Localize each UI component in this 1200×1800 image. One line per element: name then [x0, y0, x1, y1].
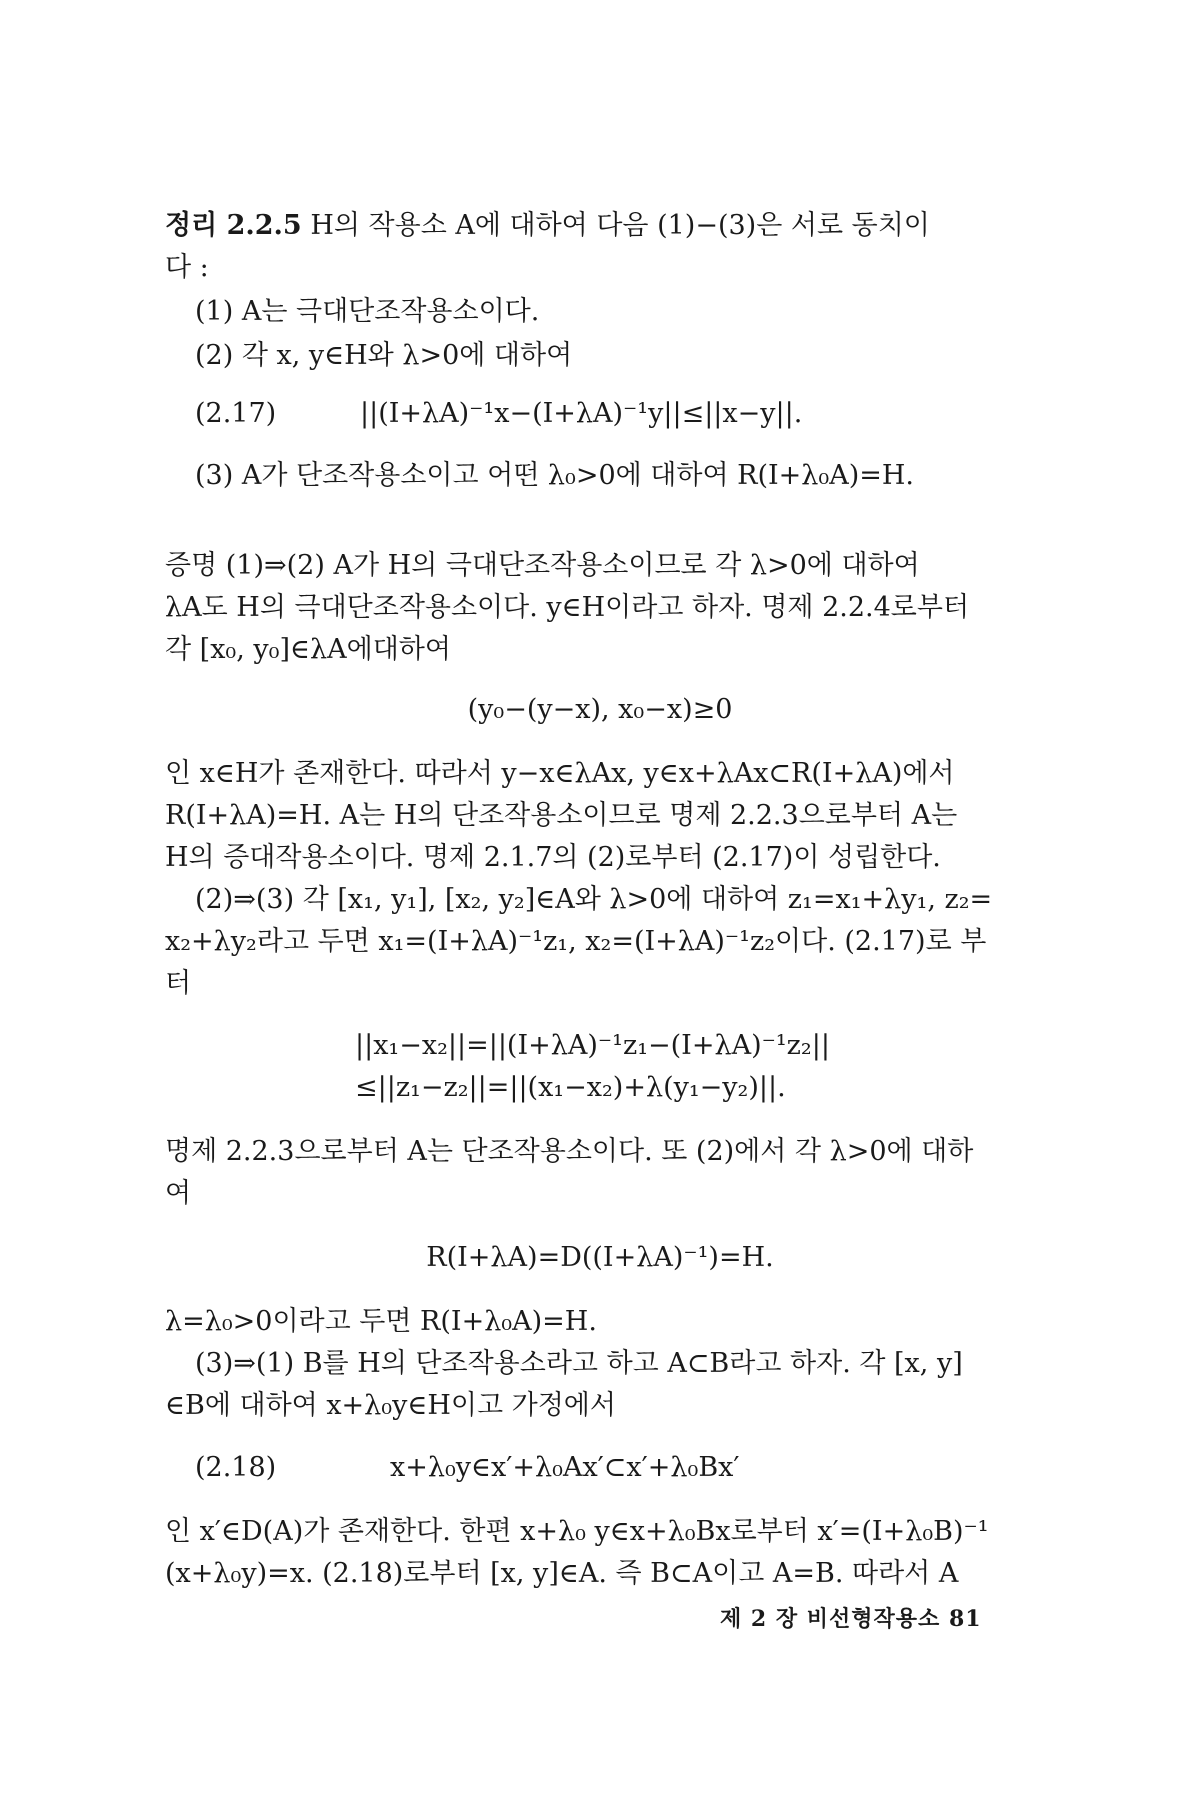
theorem-item-1: (1) A는 극대단조작용소이다. — [195, 296, 540, 327]
theorem-item-2: (2) 각 x, y∈H와 λ>0에 대하여 — [195, 340, 573, 371]
proof-line-5: R(I+λA)=H. A는 H의 단조작용소이므로 명제 2.2.3으로부터 A는 — [165, 800, 958, 831]
proof-line-10: 명제 2.2.3으로부터 A는 단조작용소이다. 또 (2)에서 각 λ>0에 대하 — [165, 1136, 974, 1167]
proof-line-16: (x+λ₀y)=x. (2.18)로부터 [x, y]∈A. 즉 B⊂A이고 A=B. 따라서 A — [165, 1558, 959, 1589]
proof-line-12: λ=λ₀>0이라고 두면 R(I+λ₀A)=H. — [165, 1306, 597, 1337]
proof-line-13: (3)⇒(1) B를 H의 단조작용소라고 하고 A⊂B라고 하자. 각 [x, y] — [195, 1348, 963, 1379]
proof-line-14: ∈B에 대하여 x+λ₀y∈H이고 가정에서 — [165, 1390, 616, 1421]
proof-equation-1: (y₀−(y−x), x₀−x)≥0 — [467, 694, 733, 725]
page-footer: 제 2 장 비선형작용소 81 — [720, 1606, 982, 1632]
proof-line-9: 터 — [165, 968, 192, 999]
proof-equation-3: R(I+λA)=D((I+λA)⁻¹)=H. — [426, 1242, 774, 1273]
equation-number-2-18: (2.18) — [195, 1452, 277, 1483]
theorem-line-2: 다 : — [165, 252, 209, 283]
proof-line-1: 증명 (1)⇒(2) A가 H의 극대단조작용소이므로 각 λ>0에 대하여 — [165, 550, 920, 581]
proof-line-8: x₂+λy₂라고 두면 x₁=(I+λA)⁻¹z₁, x₂=(I+λA)⁻¹z₂이다. (2.17)로 부 — [165, 926, 987, 957]
theorem-heading: 정리 2.2.5 — [165, 210, 302, 241]
proof-line-6: H의 증대작용소이다. 명제 2.1.7의 (2)로부터 (2.17)이 성립한다. — [165, 842, 941, 873]
proof-line-15: 인 x′∈D(A)가 존재한다. 한편 x+λ₀ y∈x+λ₀Bx로부터 x′=(I+λ₀B)⁻¹ — [165, 1516, 989, 1547]
proof-line-4: 인 x∈H가 존재한다. 따라서 y−x∈λAx, y∈x+λAx⊂R(I+λA)에서 — [165, 758, 955, 789]
proof-line-11: 여 — [165, 1178, 192, 1209]
theorem-statement: H의 작용소 A에 대하여 다음 (1)−(3)은 서로 동치이 — [301, 210, 930, 241]
proof-equation-2a: ||x₁−x₂||=||(I+λA)⁻¹z₁−(I+λA)⁻¹z₂|| — [355, 1030, 830, 1061]
theorem-line-1 — [165, 208, 1035, 244]
proof-line-2: λA도 H의 극대단조작용소이다. y∈H이라고 하자. 명제 2.2.4로부터 — [165, 592, 970, 623]
equation-2-18: x+λ₀y∈x′+λ₀Ax′⊂x′+λ₀Bx′ — [390, 1452, 740, 1483]
proof-line-3: 각 [x₀, y₀]∈λA에대하여 — [165, 634, 451, 665]
equation-number-2-17: (2.17) — [195, 398, 277, 429]
proof-equation-2b: ≤||z₁−z₂||=||(x₁−x₂)+λ(y₁−y₂)||. — [355, 1072, 786, 1103]
proof-line-7: (2)⇒(3) 각 [x₁, y₁], [x₂, y₂]∈A와 λ>0에 대하여 z₁=x₁+λy₁, z₂= — [195, 884, 993, 915]
theorem-item-3: (3) A가 단조작용소이고 어떤 λ₀>0에 대하여 R(I+λ₀A)=H. — [195, 460, 914, 491]
equation-2-17: ||(I+λA)⁻¹x−(I+λA)⁻¹y||≤||x−y||. — [360, 398, 803, 429]
